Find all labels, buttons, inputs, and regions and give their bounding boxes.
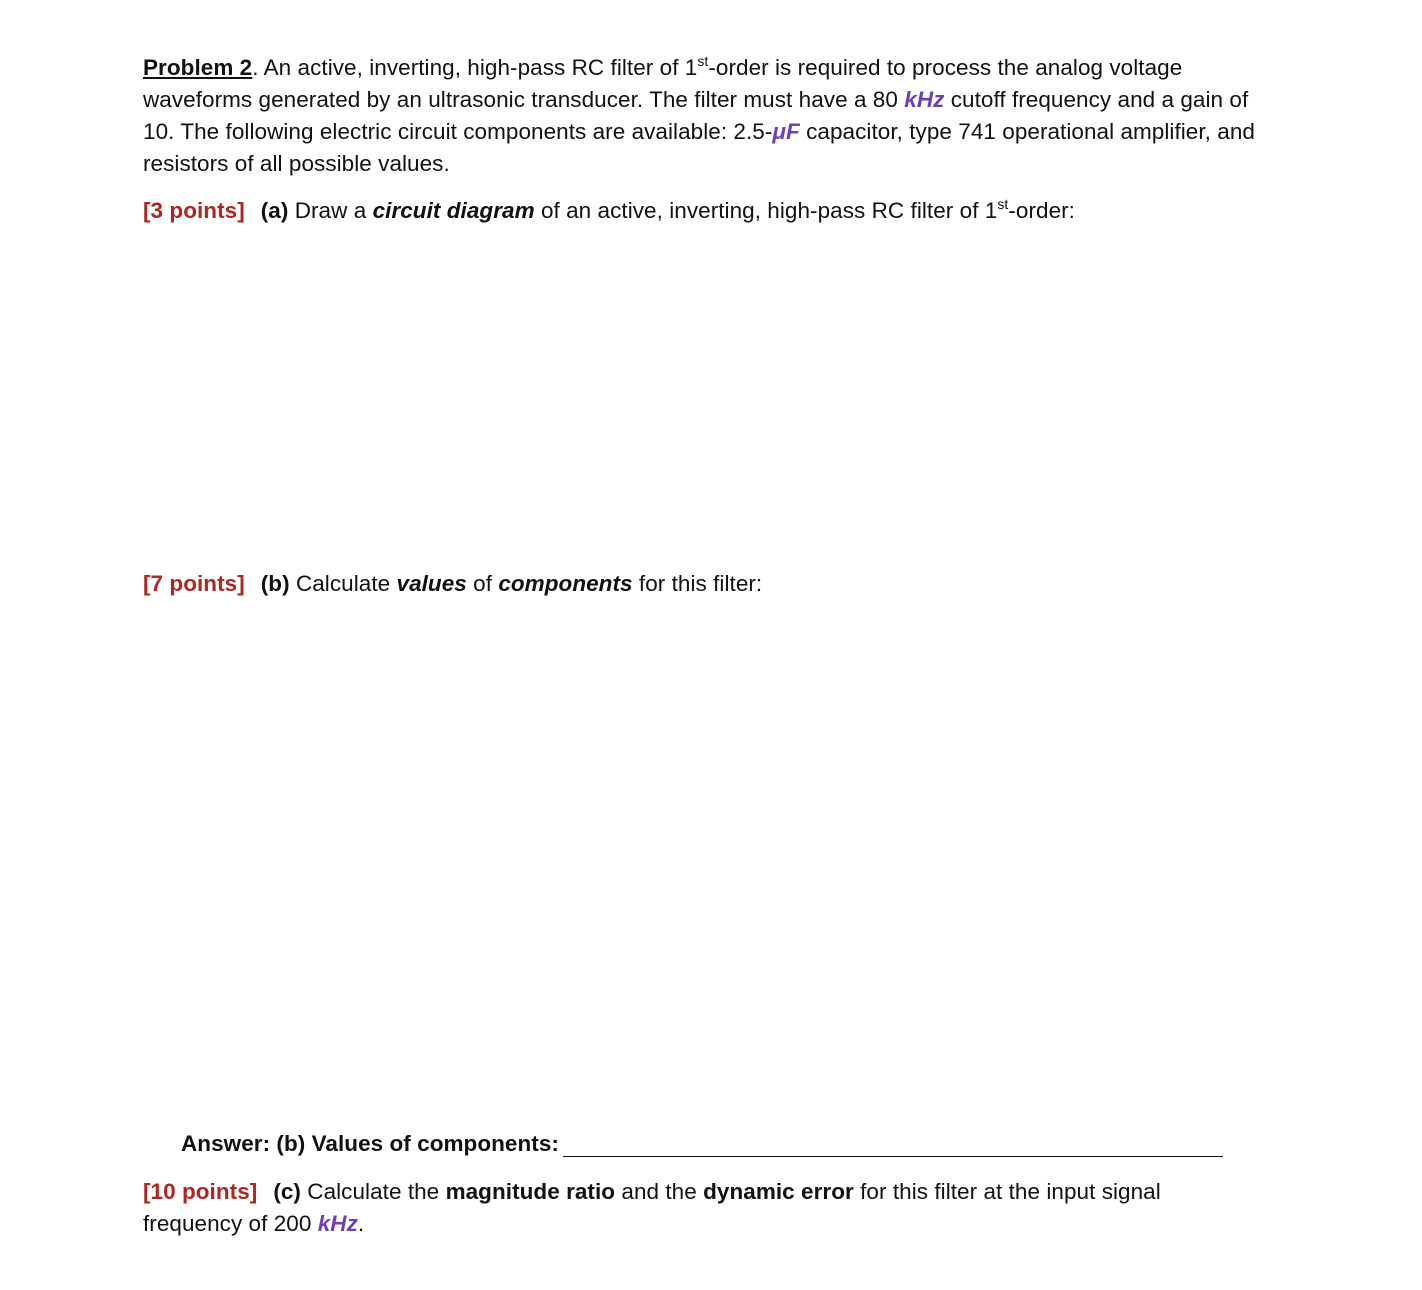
part-c-label: (c) [273,1179,301,1204]
part-a-question: [3 points] (a) Draw a circuit diagram of an active, inverting, high-pass RC filter of 1st-order: [143,196,1075,223]
part-a-points: [3 points] [143,198,245,223]
problem-label: Problem 2 [143,55,253,80]
part-b-label: (b) [260,571,290,596]
part-b-question: [7 points] (b) Calculate values of components for this filter: [143,571,763,596]
problem-statement: Problem 2. An active, inverting, high-pass RC filter of 1st-order is required to process the analog voltage waveforms generated by an ultrasonic transducer. The filter must have a 80 kHz cutoff frequency and a gain of 10. The following electric circuit components are available: 2.5-μF capacitor, type 741 operational amplifier, and resistors of all possible values. [143,53,1255,176]
part-b-points: [7 points] [143,571,245,596]
unit-uf: μF [772,119,800,144]
part-a-label: (a) [260,198,289,223]
answer-b-row [181,1128,1261,1160]
unit-khz: kHz [904,87,945,112]
part-c-points: [10 points] [143,1179,258,1204]
answer-b-label: Answer: (b) Values of components: [181,1131,559,1156]
part-c-question: [10 points] (c) Calculate the magnitude ratio and the dynamic error for this filter at the input signal frequency of 200 kHz. [143,1179,1161,1236]
answer-b-blank-line[interactable] [563,1132,1223,1157]
unit-khz-c: kHz [317,1211,358,1236]
